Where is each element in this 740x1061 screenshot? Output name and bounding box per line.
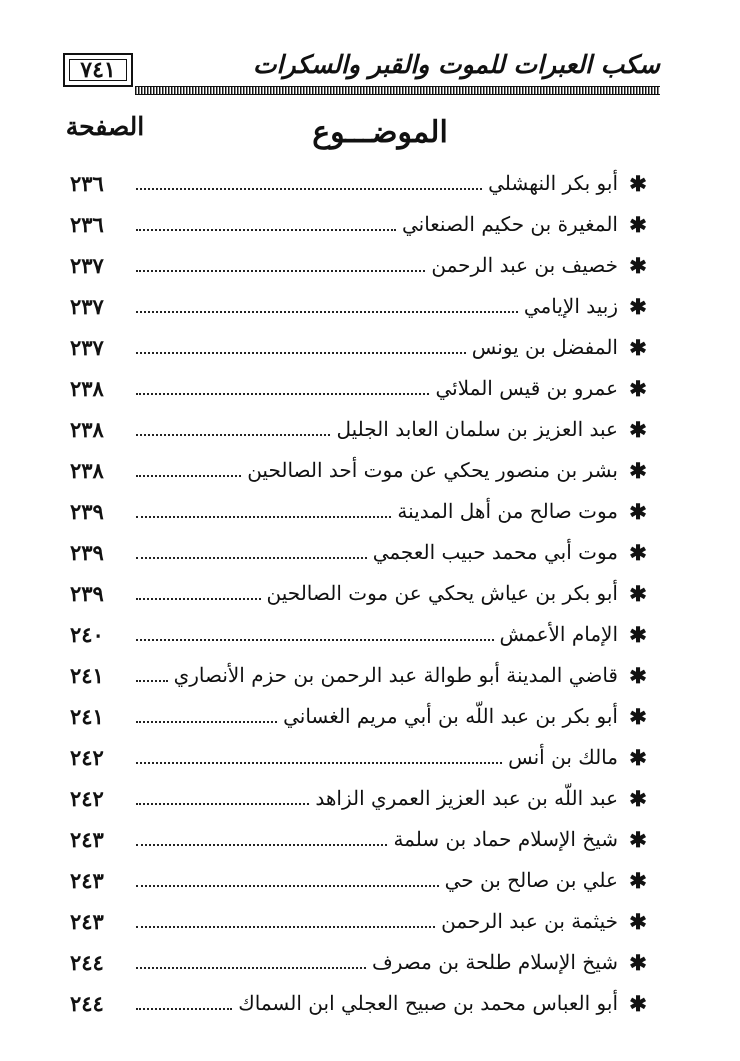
toc-entry-page: ٢٤١ [70, 662, 104, 688]
toc-entry [70, 491, 650, 531]
dot-leader [136, 268, 425, 272]
toc-entry-page: ٢٣٨ [70, 375, 104, 401]
toc-entry-page: ٢٣٩ [70, 580, 104, 606]
dot-leader [136, 309, 518, 313]
toc-entry-title: أبو بكر بن عبد اللّه بن أبي مريم الغساني [283, 704, 618, 728]
toc-entry-page: ٢٣٨ [70, 457, 104, 483]
toc-entry [70, 696, 650, 736]
bullet-icon: ✱ [629, 211, 647, 237]
bullet-icon: ✱ [629, 416, 647, 442]
toc-entry [70, 983, 650, 1023]
toc-entry-title: أبو العباس محمد بن صبيح العجلي ابن السماك [238, 991, 618, 1015]
toc-entry [70, 778, 650, 818]
toc-entry-page: ٢٤٣ [70, 826, 104, 852]
toc-entry-page: ٢٣٨ [70, 416, 104, 442]
toc-entry-title: علي بن صالح بن حي [444, 868, 618, 892]
toc-entry-title: موت صالح من أهل المدينة [397, 499, 618, 523]
toc-entry-title: عبد العزيز بن سلمان العابد الجليل [336, 417, 618, 441]
toc-entry-title: بشر بن منصور يحكي عن موت أحد الصالحين [247, 458, 618, 482]
toc-entry-page: ٢٣٦ [70, 170, 104, 196]
toc-entry [70, 368, 650, 408]
bullet-icon: ✱ [629, 867, 647, 893]
toc-entry-title: خصيف بن عبد الرحمن [431, 253, 618, 277]
toc-entry-title: قاضي المدينة أبو طوالة عبد الرحمن بن حزم الأنصاري [173, 663, 618, 687]
dot-leader [136, 596, 261, 600]
toc-entry [70, 901, 650, 941]
toc-entry [70, 245, 650, 285]
toc-entry [70, 450, 650, 490]
toc-entry-page: ٢٣٦ [70, 211, 104, 237]
toc-entry-page: ٢٤٣ [70, 867, 104, 893]
bullet-icon: ✱ [629, 826, 647, 852]
dot-leader [136, 678, 168, 682]
bullet-icon: ✱ [629, 334, 647, 360]
dot-leader [136, 391, 429, 395]
bullet-icon: ✱ [629, 744, 647, 770]
bullet-icon: ✱ [629, 252, 647, 278]
toc-entry-title: المفضل بن يونس [471, 335, 618, 359]
dot-leader [136, 555, 367, 559]
toc-entry-page: ٢٣٧ [70, 293, 104, 319]
toc-entry-title: شيخ الإسلام طلحة بن مصرف [372, 950, 618, 974]
toc-entry [70, 327, 650, 367]
bullet-icon: ✱ [629, 498, 647, 524]
toc-entry-title: عمرو بن قيس الملائي [435, 376, 618, 400]
toc-entry-page: ٢٤٠ [70, 621, 104, 647]
dot-leader [136, 473, 241, 477]
book-title: سكب العبرات للموت والقبر والسكرات [253, 50, 660, 79]
toc-entry-title: خيثمة بن عبد الرحمن [441, 909, 618, 933]
toc-entry-page: ٢٤١ [70, 703, 104, 729]
dot-leader [136, 350, 466, 354]
toc-entry-title: شيخ الإسلام حماد بن سلمة [393, 827, 618, 851]
bullet-icon: ✱ [629, 662, 647, 688]
dot-leader [136, 432, 330, 436]
toc-entry-page: ٢٤٤ [70, 949, 104, 975]
bullet-icon: ✱ [629, 539, 647, 565]
dot-leader [136, 637, 494, 641]
toc-entry-title: زبيد الإيامي [523, 294, 618, 318]
dot-leader [136, 883, 439, 887]
toc-entry-title: مالك بن أنس [508, 745, 618, 769]
toc-entry-page: ٢٣٩ [70, 539, 104, 565]
toc-entry-title: أبو بكر بن عياش يحكي عن موت الصالحين [266, 581, 618, 605]
dot-leader [136, 186, 482, 190]
toc-entry [70, 737, 650, 777]
toc-entry [70, 573, 650, 613]
toc-entry-page: ٢٤٢ [70, 785, 104, 811]
bullet-icon: ✱ [629, 170, 647, 196]
page-column-heading: الصفحة [65, 112, 145, 141]
toc-entry-title: عبد اللّه بن عبد العزيز العمري الزاهد [315, 786, 618, 810]
toc-entry-title: الإمام الأعمش [499, 622, 618, 646]
bullet-icon: ✱ [629, 293, 647, 319]
bullet-icon: ✱ [629, 949, 647, 975]
dot-leader [136, 719, 277, 723]
toc-entry-title: أبو بكر النهشلي [488, 171, 618, 195]
toc-entry-page: ٢٤٣ [70, 908, 104, 934]
toc-entry [70, 614, 650, 654]
toc-entry-title: موت أبي محمد حبيب العجمي [372, 540, 618, 564]
toc-entry [70, 163, 650, 203]
subject-column-heading: الموضـــوع [312, 115, 448, 150]
bullet-icon: ✱ [629, 621, 647, 647]
toc-entry [70, 655, 650, 695]
toc-entry [70, 942, 650, 982]
dot-leader [136, 1006, 232, 1010]
toc-entry [70, 409, 650, 449]
dot-leader [136, 965, 366, 969]
toc-entry [70, 204, 650, 244]
bullet-icon: ✱ [629, 457, 647, 483]
bullet-icon: ✱ [629, 990, 647, 1016]
bullet-icon: ✱ [629, 375, 647, 401]
bullet-icon: ✱ [629, 703, 647, 729]
toc-entry-page: ٢٣٧ [70, 334, 104, 360]
toc-entry-page: ٢٤٤ [70, 990, 104, 1016]
header-rule [135, 86, 660, 95]
toc-entry-title: المغيرة بن حكيم الصنعاني [401, 212, 618, 236]
dot-leader [136, 842, 387, 846]
toc-entry [70, 532, 650, 572]
toc-entry [70, 860, 650, 900]
toc-entry [70, 286, 650, 326]
bullet-icon: ✱ [629, 785, 647, 811]
dot-leader [136, 227, 396, 231]
toc-entry-page: ٢٣٩ [70, 498, 104, 524]
dot-leader [136, 514, 391, 518]
toc-entry [70, 819, 650, 859]
dot-leader [136, 801, 309, 805]
dot-leader [136, 924, 435, 928]
page-number: ٧٤١ [63, 53, 133, 87]
toc-entry-page: ٢٤٢ [70, 744, 104, 770]
bullet-icon: ✱ [629, 580, 647, 606]
dot-leader [136, 760, 502, 764]
bullet-icon: ✱ [629, 908, 647, 934]
toc-entry-page: ٢٣٧ [70, 252, 104, 278]
